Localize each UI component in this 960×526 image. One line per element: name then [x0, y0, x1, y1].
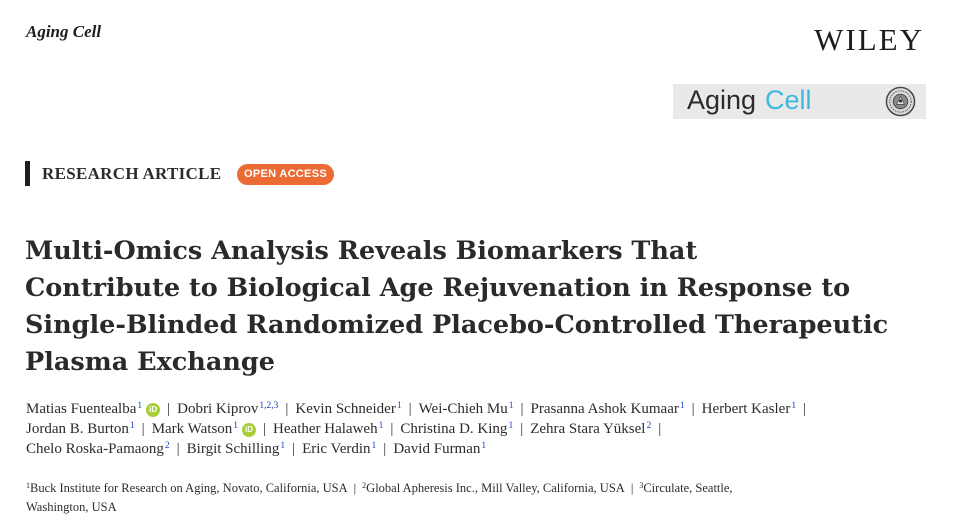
society-seal-icon: [885, 86, 916, 117]
author-separator: |: [263, 421, 267, 437]
banner-word-cell: Cell: [765, 85, 812, 115]
author-name-text: Prasanna Ashok Kumaar: [530, 401, 679, 417]
author-separator: |: [658, 421, 662, 437]
affiliation-marker[interactable]: 2: [646, 421, 652, 431]
open-access-badge: OPEN ACCESS: [237, 164, 334, 185]
author-name[interactable]: [419, 401, 514, 417]
author-list: [26, 396, 941, 456]
affiliation-marker[interactable]: 1: [280, 441, 286, 451]
journal-banner[interactable]: [673, 84, 926, 119]
affiliation-marker[interactable]: 1: [137, 401, 143, 411]
affiliation-text: Circulate, Seattle,: [643, 481, 733, 495]
author-line: [26, 416, 941, 436]
affiliation-separator: |: [630, 481, 634, 495]
affiliation-marker[interactable]: 1: [233, 421, 239, 431]
title-line: Plasma Exchange: [25, 347, 275, 377]
title-line: Contribute to Biological Age Rejuvenation in Response to: [25, 273, 851, 303]
affiliation-marker[interactable]: 1,2,3: [259, 401, 279, 411]
author-name-text: Eric Verdin: [302, 441, 371, 457]
journal-name: Aging Cell: [26, 22, 102, 41]
article-type-label: RESEARCH ARTICLE: [42, 164, 222, 183]
author-name[interactable]: [26, 421, 135, 437]
author-name-text: Dobri Kiprov: [177, 401, 259, 417]
author-separator: |: [285, 401, 289, 417]
author-separator: |: [167, 401, 171, 417]
author-name-text: Kevin Schneider: [295, 401, 396, 417]
author-separator: |: [141, 421, 145, 437]
title-line: Multi-Omics Analysis Reveals Biomarkers That: [25, 236, 698, 266]
author-name[interactable]: [530, 421, 651, 437]
author-name-text: Christina D. King: [400, 421, 508, 437]
author-separator: |: [176, 441, 180, 457]
affiliations: [26, 476, 931, 517]
author-name-text: Heather Halaweh: [273, 421, 378, 437]
affiliation-marker[interactable]: 1: [481, 441, 487, 451]
affiliation-line: [26, 476, 931, 498]
author-name[interactable]: [152, 421, 256, 437]
author-name-text: Jordan B. Burton: [26, 421, 129, 437]
affiliation-text: Buck Institute for Research on Aging, Novato, California, USA: [30, 481, 348, 495]
affiliation-marker: 1: [26, 481, 30, 490]
author-separator: |: [803, 401, 807, 417]
author-separator: |: [292, 441, 296, 457]
article-type-bar: [25, 161, 30, 186]
author-name[interactable]: [26, 401, 160, 417]
affiliation-text: Global Apheresis Inc., Mill Valley, California, USA: [366, 481, 625, 495]
author-line: [26, 436, 941, 456]
author-name[interactable]: [702, 401, 796, 417]
article-title: [25, 233, 940, 381]
affiliation-marker[interactable]: 2: [164, 441, 170, 451]
author-name-text: Herbert Kasler: [701, 401, 791, 417]
affiliation-marker[interactable]: 1: [396, 401, 402, 411]
author-name[interactable]: [302, 441, 376, 457]
affiliation-marker: 3: [639, 481, 644, 490]
author-separator: |: [408, 401, 412, 417]
affiliation-marker[interactable]: 1: [129, 421, 135, 431]
affiliation-marker[interactable]: 1: [508, 421, 514, 431]
affiliation-marker: 2: [362, 481, 367, 490]
affiliation-separator: |: [353, 481, 357, 495]
author-name[interactable]: [273, 421, 383, 437]
publisher-logo[interactable]: WILEY: [814, 22, 924, 57]
affiliation-marker[interactable]: 1: [679, 401, 685, 411]
author-name[interactable]: [393, 441, 486, 457]
orcid-icon[interactable]: iD: [242, 423, 256, 437]
author-name-text: Wei-Chieh Mu: [418, 401, 508, 417]
author-name[interactable]: [400, 421, 513, 437]
author-name[interactable]: [177, 401, 278, 417]
orcid-icon[interactable]: iD: [146, 403, 160, 417]
author-name[interactable]: [187, 441, 285, 457]
author-name-text: Matias Fuentealba: [26, 401, 137, 417]
affiliation-marker[interactable]: 1: [791, 401, 797, 411]
author-name-text: Birgit Schilling: [186, 441, 280, 457]
author-name[interactable]: [531, 401, 685, 417]
author-separator: |: [520, 401, 524, 417]
author-separator: |: [691, 401, 695, 417]
author-name[interactable]: [295, 401, 401, 417]
author-separator: |: [390, 421, 394, 437]
author-separator: |: [520, 421, 524, 437]
author-name-text: David Furman: [393, 441, 481, 457]
title-line: Single-Blinded Randomized Placebo-Controlled Therapeutic: [25, 310, 889, 340]
banner-word-aging: Aging: [687, 85, 757, 115]
author-separator: |: [383, 441, 387, 457]
affiliation-line: Washington, USA: [26, 500, 117, 514]
author-name-text: Zehra Stara Yüksel: [530, 421, 646, 437]
author-name-text: Mark Watson: [151, 421, 233, 437]
author-line: [26, 396, 941, 416]
author-name-text: Chelo Roska-Pamaong: [26, 441, 164, 457]
affiliation-marker[interactable]: 1: [508, 401, 514, 411]
author-name[interactable]: [26, 441, 170, 457]
affiliation-marker[interactable]: 1: [371, 441, 377, 451]
affiliation-marker[interactable]: 1: [378, 421, 384, 431]
